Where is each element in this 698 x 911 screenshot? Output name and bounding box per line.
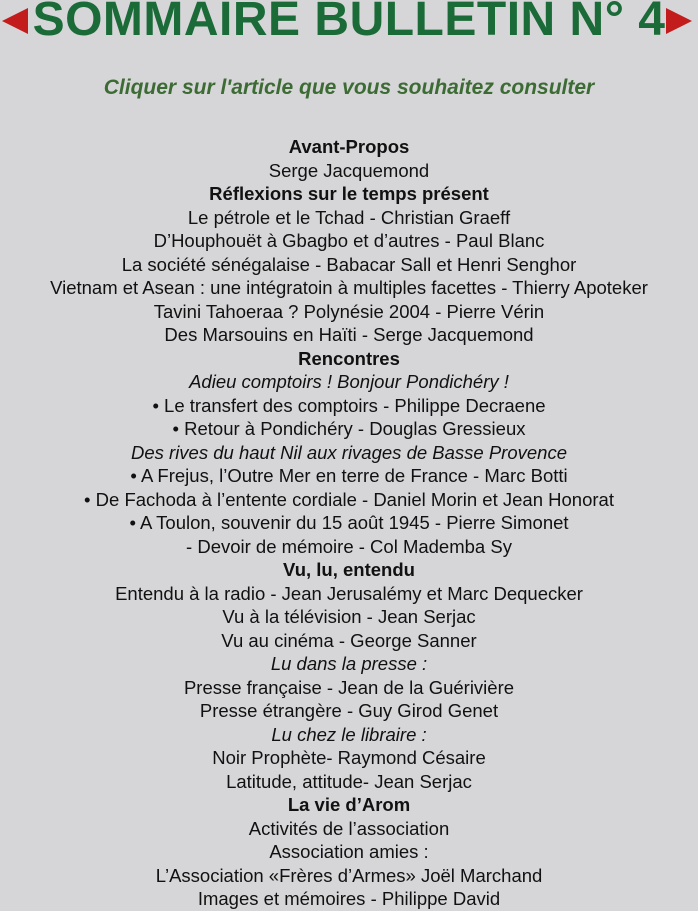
article-link[interactable]: Noir Prophète- Raymond Césaire xyxy=(212,747,486,768)
subsection-heading: Lu dans la presse : xyxy=(270,653,428,674)
article-link[interactable]: Vu à la télévision - Jean Serjac xyxy=(222,606,476,627)
article-link[interactable]: Le pétrole et le Tchad - Christian Graeff xyxy=(187,206,511,228)
article-link[interactable]: Presse française - Jean de la Guérivière xyxy=(183,676,515,698)
article-link[interactable]: - Devoir de mémoire - Col Mademba Sy xyxy=(186,535,512,557)
article-link[interactable]: Des Marsouins en Haïti - Serge Jacquemond xyxy=(164,324,534,345)
article-link[interactable]: • Le transfert des comptoirs - Philippe Decraene xyxy=(152,394,546,416)
article-link[interactable]: • A Toulon, souvenir du 15 août 1945 - Pierre Simonet xyxy=(129,512,569,533)
table-of-contents xyxy=(0,135,698,911)
section-heading: Rencontres xyxy=(298,347,400,369)
section-heading: Avant-Propos xyxy=(288,136,410,157)
article-link[interactable]: Activités de l’association xyxy=(248,817,450,839)
article-link[interactable]: Entendu à la radio - Jean Jerusalémy et Marc Dequecker xyxy=(115,582,583,604)
subsection-heading: Lu chez le libraire : xyxy=(271,723,427,745)
page-title: SOMMAIRE BULLETIN N° 4 xyxy=(32,0,666,46)
article-link[interactable]: La société sénégalaise - Babacar Sall et Henri Senghor xyxy=(121,253,577,275)
article-link[interactable]: Serge Jacquemond xyxy=(268,159,430,181)
section-heading: Réflexions sur le temps présent xyxy=(209,183,489,204)
article-link[interactable]: Presse étrangère - Guy Girod Genet xyxy=(199,700,499,721)
article-link[interactable]: L’Association «Frères d’Armes» Joël Marchand xyxy=(155,864,543,886)
article-link[interactable]: Association amies : xyxy=(269,841,429,862)
subsection-heading: Des rives du haut Nil aux rivages de Basse Provence xyxy=(131,441,567,463)
section-heading: Vu, lu, entendu xyxy=(283,559,415,580)
article-link[interactable]: Images et mémoires - Philippe David xyxy=(197,888,501,909)
subsection-heading: Adieu comptoirs ! Bonjour Pondichéry ! xyxy=(189,371,509,392)
article-link[interactable]: • Retour à Pondichéry - Douglas Gressieux xyxy=(172,418,526,439)
triangle-right-icon[interactable] xyxy=(666,8,692,34)
article-link[interactable]: • A Frejus, l’Outre Mer en terre de France - Marc Botti xyxy=(130,465,568,486)
article-link[interactable]: D’Houphouët à Gbagbo et d’autres - Paul Blanc xyxy=(153,230,545,251)
page-header xyxy=(0,0,698,60)
page-subtitle: Cliquer sur l'article que vous souhaitez consulter xyxy=(103,76,595,99)
article-link[interactable]: • De Fachoda à l’entente cordiale - Daniel Morin et Jean Honorat xyxy=(84,488,614,510)
article-link[interactable]: Tavini Tahoeraa ? Polynésie 2004 - Pierre Vérin xyxy=(153,300,545,322)
section-heading: La vie d’Arom xyxy=(287,794,411,815)
article-link[interactable]: Latitude, attitude- Jean Serjac xyxy=(226,770,472,792)
article-link[interactable]: Vietnam et Asean : une intégratoin à multiples facettes - Thierry Apoteker xyxy=(50,277,648,298)
article-link[interactable]: Vu au cinéma - George Sanner xyxy=(221,629,477,651)
